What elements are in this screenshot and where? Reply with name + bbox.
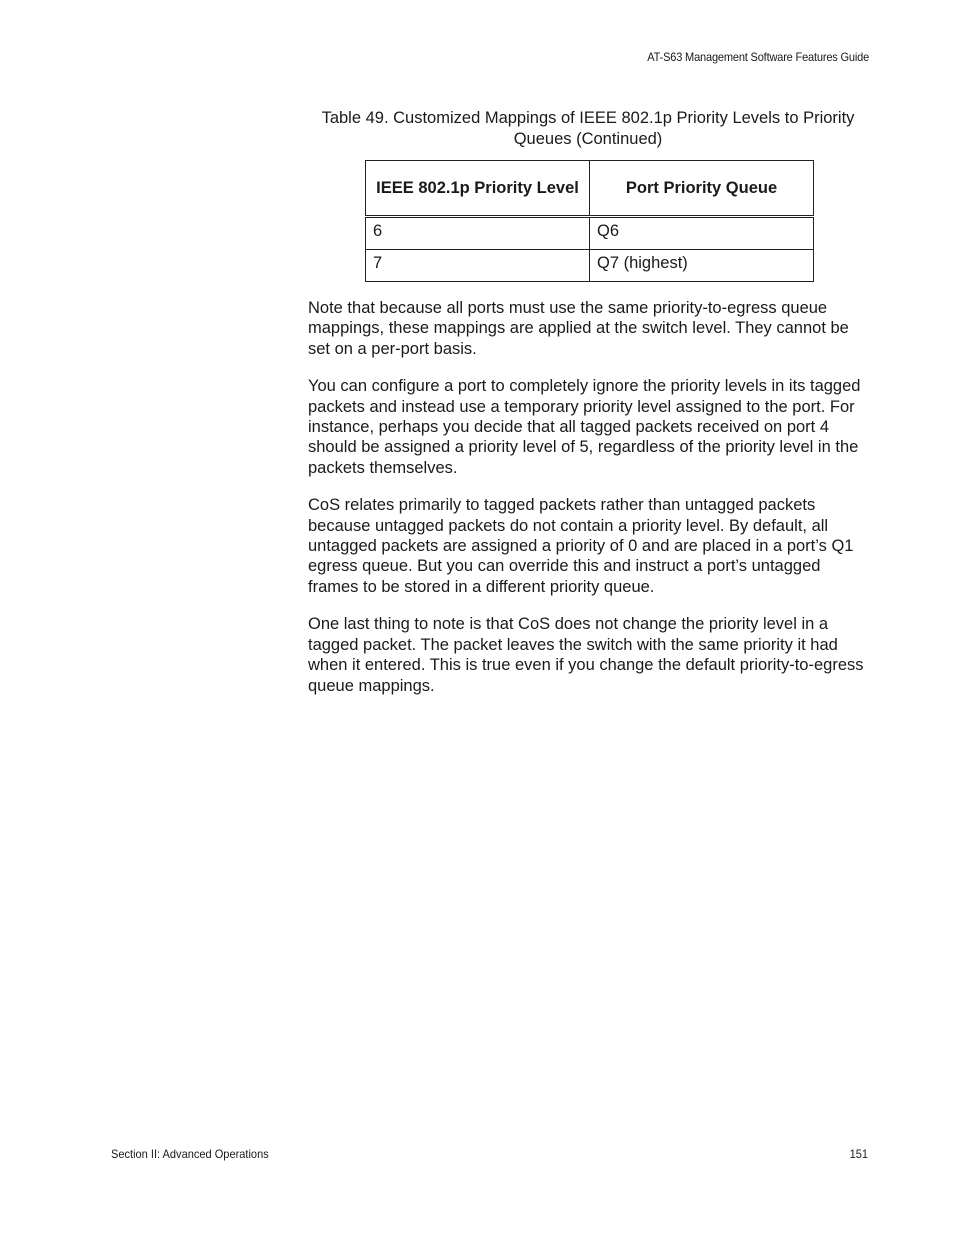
table-cell-priority-level: 7 — [366, 250, 590, 282]
column-header-priority-level: IEEE 802.1p Priority Level — [366, 161, 590, 217]
paragraph: One last thing to note is that CoS does not change the priority level in a tagged packet. The packet leaves the switch with the same priority it had when it entered. This is true even if you change the default priority-to-egress queue mappings. — [308, 615, 864, 695]
paragraph: You can configure a port to completely ignore the priority levels in its tagged packets and instead use a temporary priority level assigned to the port. For instance, perhaps you decide that all tagged packets received on port 4 should be assigned a priority level of 5, regardless of the priority level in the packets themselves. — [308, 377, 861, 477]
table-caption: Table 49. Customized Mappings of IEEE 802.1p Priority Levels to Priority Queues (Continued) — [321, 109, 855, 148]
table-cell-queue: Q7 (highest) — [590, 250, 814, 282]
table-cell-queue: Q6 — [590, 217, 814, 250]
table-row — [366, 250, 814, 282]
body-text — [308, 298, 870, 713]
table-row — [366, 217, 814, 250]
table-header-row — [366, 161, 814, 217]
priority-mapping-table — [365, 160, 814, 282]
paragraph: CoS relates primarily to tagged packets rather than untagged packets because untagged packets do not contain a priority level. By default, all untagged packets are assigned a priority of 0 and are placed in a port’s Q1 egress queue. But you can override this and instruct a port’s untagged frames to be stored in a different priority queue. — [308, 496, 854, 596]
page-number: 151 — [849, 1147, 868, 1161]
running-header: AT-S63 Management Software Features Guide — [647, 50, 869, 64]
footer-section-title: Section II: Advanced Operations — [111, 1147, 269, 1161]
column-header-port-priority-queue: Port Priority Queue — [590, 161, 814, 217]
paragraph: Note that because all ports must use the same priority-to-egress queue mappings, these mappings are applied at the switch level. They cannot be set on a per-port basis. — [308, 299, 849, 358]
table-cell-priority-level: 6 — [366, 217, 590, 250]
